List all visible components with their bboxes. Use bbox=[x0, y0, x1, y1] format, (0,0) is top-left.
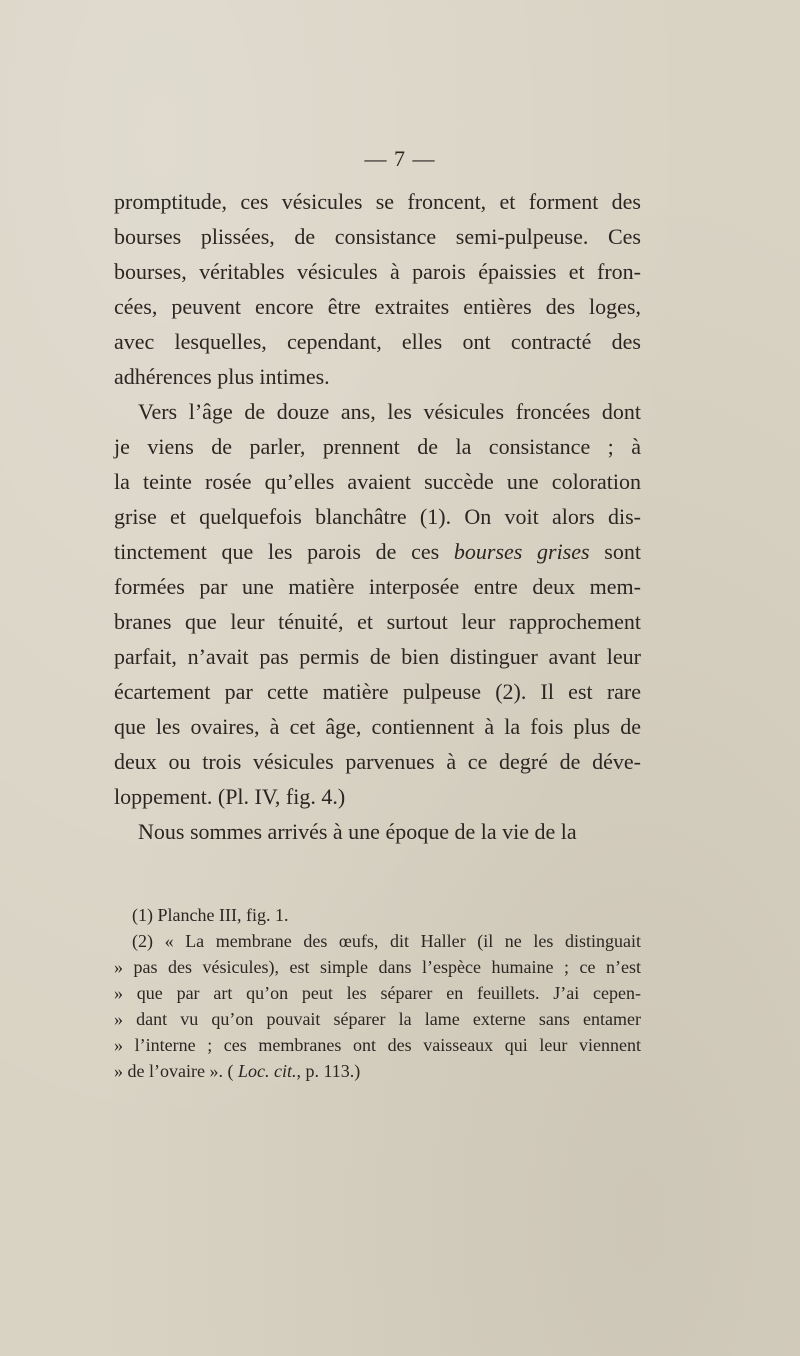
footnote-line bbox=[114, 1058, 641, 1084]
text-line: formées par une matière interposée entre deux mem- bbox=[114, 574, 641, 599]
text-line: branes que leur ténuité, et surtout leur rapprochement bbox=[114, 609, 641, 634]
text-line: parfait, n’avait pas permis de bien distinguer avant leur bbox=[114, 644, 641, 669]
body-text bbox=[114, 184, 641, 849]
text-line: promptitude, ces vésicules se froncent, et forment des bbox=[114, 189, 641, 214]
text-line: que les ovaires, à cet âge, contiennent à la fois plus de bbox=[114, 714, 641, 739]
text-line: écartement par cette matière pulpeuse (2). Il est rare bbox=[114, 679, 641, 704]
text-line: la teinte rosée qu’elles avaient succède une coloration bbox=[114, 469, 641, 494]
footnote-line: (2) « La membrane des œufs, dit Haller (il ne les distinguait bbox=[132, 931, 641, 951]
text-run: , p. 113.) bbox=[296, 1061, 361, 1081]
text-run: » de l’ovaire ». ( bbox=[114, 1061, 238, 1081]
footnote-line: » dant vu qu’on pouvait séparer la lame externe sans entamer bbox=[114, 1009, 641, 1029]
text-line: loppement. (Pl. IV, fig. 4.) bbox=[114, 784, 346, 809]
footnote-line: » l’interne ; ces membranes ont des vaisseaux qui leur viennent bbox=[114, 1035, 641, 1055]
text-line: bourses plissées, de consistance semi-pulpeuse. Ces bbox=[114, 224, 641, 249]
paragraph bbox=[114, 814, 641, 849]
text-run: sont bbox=[589, 539, 641, 564]
text-line: Nous sommes arrivés à une époque de la vie de la bbox=[138, 819, 577, 844]
footnote bbox=[114, 902, 641, 928]
italic-phrase: bourses grises bbox=[453, 539, 590, 564]
text-line: Vers l’âge de douze ans, les vésicules froncées dont bbox=[138, 399, 641, 424]
footnote-line: » pas des vésicules), est simple dans l’espèce humaine ; ce n’est bbox=[114, 957, 641, 977]
text-line: deux ou trois vésicules parvenues à ce degré de déve- bbox=[114, 749, 641, 774]
text-line bbox=[114, 534, 641, 569]
footnotes bbox=[114, 902, 641, 1084]
footnote-line: (1) Planche III, fig. 1. bbox=[132, 905, 289, 925]
text-line: grise et quelquefois blanchâtre (1). On voit alors dis- bbox=[114, 504, 641, 529]
footnote-line: » que par art qu’on peut les séparer en feuillets. J’ai cepen- bbox=[114, 983, 641, 1003]
page-number: — 7 — bbox=[364, 146, 436, 171]
paragraph bbox=[114, 394, 641, 814]
text-line: avec lesquelles, cependant, elles ont contracté des bbox=[114, 329, 641, 354]
text-line: je viens de parler, prennent de la consistance ; à bbox=[114, 434, 641, 459]
text-line: cées, peuvent encore être extraites entières des loges, bbox=[114, 294, 641, 319]
text-line: bourses, véritables vésicules à parois épaissies et fron- bbox=[114, 259, 641, 284]
text-run: tinctement que les parois de ces bbox=[114, 539, 454, 564]
italic-phrase: Loc. cit. bbox=[237, 1061, 297, 1081]
text-line: adhérences plus intimes. bbox=[114, 364, 330, 389]
paragraph bbox=[114, 184, 641, 394]
footnote bbox=[114, 928, 641, 1084]
